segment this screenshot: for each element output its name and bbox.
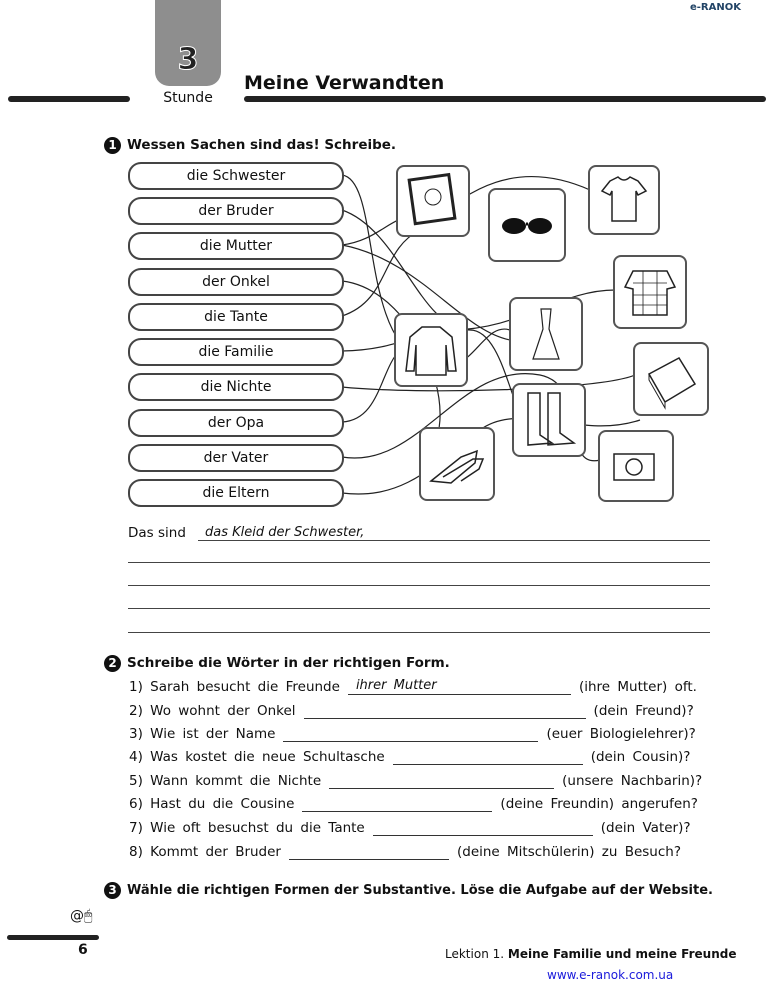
task2-heading <box>104 655 450 672</box>
page-number: 6 <box>78 942 88 958</box>
answer-blank[interactable]: ihrer Mutter <box>348 678 571 695</box>
exercise-row <box>129 702 711 719</box>
answer-blank[interactable] <box>329 772 554 789</box>
sunglasses-image <box>488 188 566 262</box>
row-text: 2) Wo wohnt der Onkel <box>129 703 296 719</box>
label-box: die Schwester <box>128 162 344 190</box>
task3-heading <box>104 882 724 899</box>
answer-line[interactable] <box>128 632 710 633</box>
at-icon: @ <box>70 908 84 924</box>
label-box: die Nichte <box>128 373 344 401</box>
book-image <box>633 342 709 416</box>
label-box: der Vater <box>128 444 344 472</box>
dress-image <box>509 297 583 371</box>
lesson-label: Stunde <box>163 90 213 106</box>
task1-instruction: Wessen Sachen sind das! Schreibe. <box>127 137 397 153</box>
label-box: der Bruder <box>128 197 344 225</box>
label-box: die Tante <box>128 303 344 331</box>
row-text: 8) Kommt der Bruder <box>129 844 281 860</box>
row-text: 6) Hast du die Cousine <box>129 796 295 812</box>
picture-frame-image <box>396 165 470 237</box>
page-title: Meine Verwandten <box>244 72 445 94</box>
answer-blank[interactable] <box>283 725 538 742</box>
answer-line[interactable] <box>128 608 710 609</box>
answer-line[interactable] <box>198 540 710 541</box>
row-text: 3) Wie ist der Name <box>129 726 276 742</box>
lesson-title-text: Meine Familie und meine Freunde <box>507 947 737 961</box>
row-text: 4) Was kostet die neue Schultasche <box>129 749 385 765</box>
answer-blank[interactable] <box>304 702 586 719</box>
answer-blank[interactable] <box>393 748 583 765</box>
watermark-link[interactable]: www.e-ranok.com.ua <box>547 968 674 982</box>
row-hint: (euer Biologielehrer)? <box>546 726 696 742</box>
lesson-number: 3 <box>177 42 199 77</box>
exercise-row <box>129 795 711 812</box>
label-box: der Opa <box>128 409 344 437</box>
shoes-image <box>419 427 495 501</box>
footer-rule <box>7 935 99 940</box>
lesson-number-text: Lektion 1. <box>445 947 505 961</box>
row-hint: (deine Mitschülerin) zu Besuch? <box>456 844 681 860</box>
task2-instruction: Schreibe die Wörter in der richtigen Form. <box>127 655 450 671</box>
answer-blank[interactable] <box>289 843 449 860</box>
task3-instruction: Wähle die richtigen Formen der Substantive. Löse die Aufgabe auf der Website. <box>127 883 713 898</box>
task-number-badge: 1 <box>104 137 121 154</box>
answer-line[interactable] <box>128 585 710 586</box>
boots-image <box>512 383 586 457</box>
task-number-badge: 2 <box>104 655 121 672</box>
exercise-row <box>129 678 711 695</box>
answer-prefix: Das sind <box>128 525 186 541</box>
row-hint: (dein Freund)? <box>593 703 694 719</box>
sweater-image <box>394 313 468 387</box>
publisher-logo: e-RANOK <box>690 2 741 13</box>
exercise-row <box>129 772 711 789</box>
label-box: der Onkel <box>128 268 344 296</box>
exercise-row <box>129 748 711 765</box>
camera-image <box>598 430 674 502</box>
row-hint: (deine Freundin) angerufen? <box>500 796 698 812</box>
web-mouse-icon: @🖱 <box>70 908 93 924</box>
row-hint: (ihre Mutter) oft. <box>578 679 697 695</box>
label-box: die Eltern <box>128 479 344 507</box>
row-hint: (dein Vater)? <box>600 820 691 836</box>
exercise-row <box>129 725 711 742</box>
label-box: die Mutter <box>128 232 344 260</box>
answer-blank[interactable] <box>302 795 492 812</box>
row-hint: (unsere Nachbarin)? <box>562 773 703 789</box>
row-text: 5) Wann kommt die Nichte <box>129 773 322 789</box>
answer-blank[interactable] <box>373 819 593 836</box>
t-shirt-image <box>588 165 660 235</box>
task-number-badge: 3 <box>104 882 121 899</box>
exercise-row <box>129 819 711 836</box>
answer-line[interactable] <box>128 562 710 563</box>
row-text: 7) Wie oft besuchst du die Tante <box>129 820 365 836</box>
answer-example: das Kleid der Schwester, <box>205 525 365 540</box>
checked-shirt-image <box>613 255 687 329</box>
label-box: die Familie <box>128 338 344 366</box>
exercise-row <box>129 843 711 860</box>
footer-lesson <box>445 947 736 961</box>
row-hint: (dein Cousin)? <box>590 749 691 765</box>
row-text: 1) Sarah besucht die Freunde <box>129 679 340 695</box>
